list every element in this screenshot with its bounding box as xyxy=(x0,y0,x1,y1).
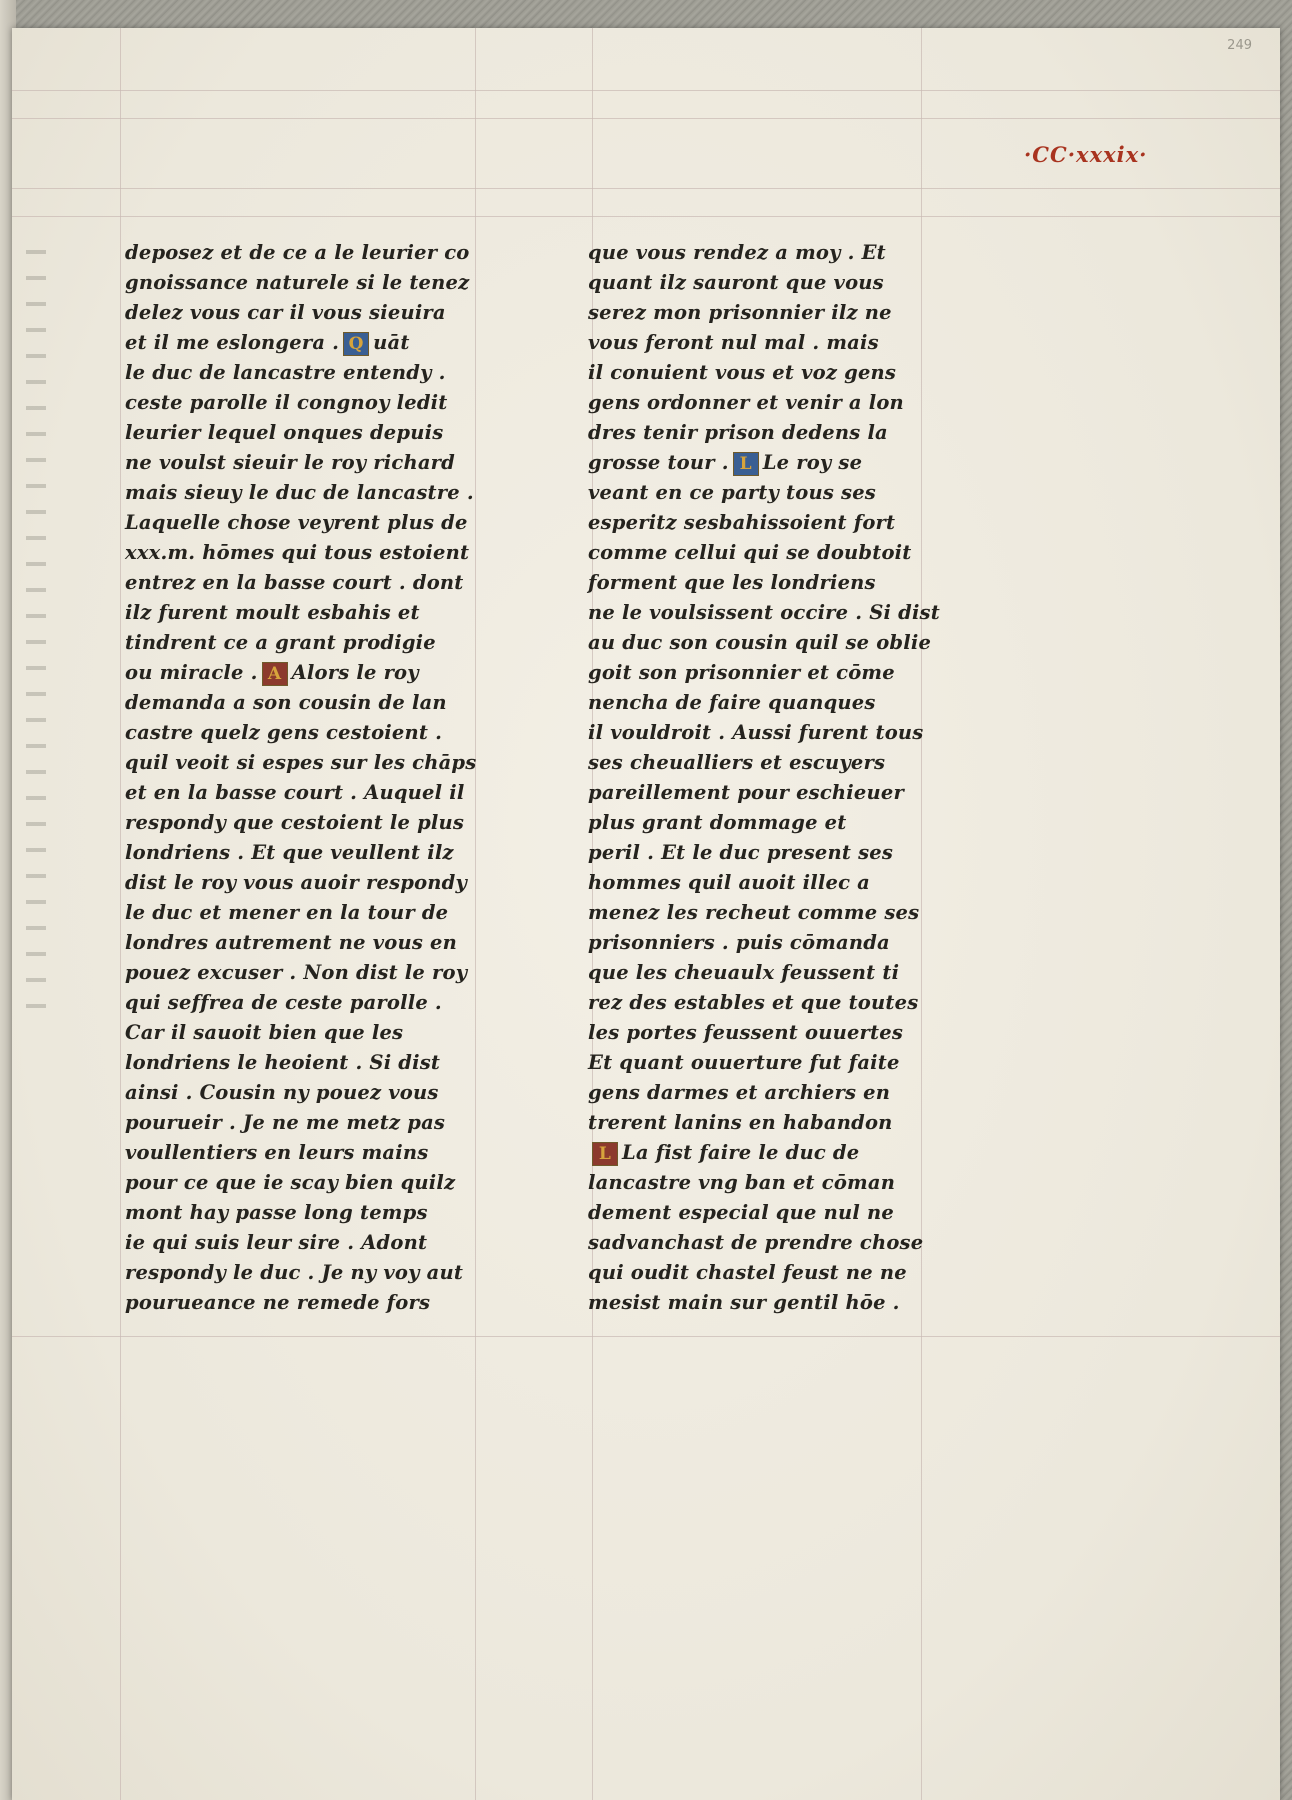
text-line xyxy=(588,328,978,358)
text-line xyxy=(588,598,978,628)
text-segment: La fist faire le duc de xyxy=(622,1141,860,1164)
ruling-line xyxy=(12,216,1280,217)
text-segment: dement especial que nul ne xyxy=(588,1201,894,1224)
illuminated-initial: Q xyxy=(343,332,369,356)
text-line xyxy=(588,838,978,868)
text-line xyxy=(125,688,530,718)
text-line xyxy=(588,568,978,598)
text-line xyxy=(125,538,530,568)
text-segment: le duc de lancastre entendy . xyxy=(125,361,446,384)
illuminated-initial: A xyxy=(262,662,288,686)
text-segment: Alors le roy xyxy=(291,661,419,684)
text-line xyxy=(125,1078,530,1108)
text-line xyxy=(125,658,530,688)
text-segment: ie qui suis leur sire . Adont xyxy=(125,1231,428,1254)
text-segment: qui seffrea de ceste parolle . xyxy=(125,991,442,1014)
text-line xyxy=(588,1228,978,1258)
text-segment: serez mon prisonnier ilz ne xyxy=(588,301,892,324)
text-segment: ne voulst sieuir le roy richard xyxy=(125,451,455,474)
text-segment: tindrent ce a grant prodigie xyxy=(125,631,436,654)
text-segment: pareillement pour eschieuer xyxy=(588,781,904,804)
text-segment: goit son prisonnier et cōme xyxy=(588,661,895,684)
text-segment: ou miracle . xyxy=(125,661,258,684)
text-line xyxy=(125,1138,530,1168)
text-line xyxy=(125,748,530,778)
text-segment: gnoissance naturele si le tenez xyxy=(125,271,470,294)
text-segment: delez vous car il vous sieuira xyxy=(125,301,446,324)
text-segment: veant en ce party tous ses xyxy=(588,481,876,504)
text-segment: que les cheuaulx feussent ti xyxy=(588,961,900,984)
text-line xyxy=(588,298,978,328)
text-line xyxy=(125,898,530,928)
text-line xyxy=(125,808,530,838)
text-line xyxy=(588,1198,978,1228)
text-segment: voullentiers en leurs mains xyxy=(125,1141,429,1164)
text-line xyxy=(125,718,530,748)
text-segment: ses cheualliers et escuyers xyxy=(588,751,886,774)
text-segment: Laquelle chose veyrent plus de xyxy=(125,511,468,534)
text-segment: prisonniers . puis cōmanda xyxy=(588,931,890,954)
text-line xyxy=(588,268,978,298)
text-segment: que vous rendez a moy . Et xyxy=(588,241,886,264)
text-segment: castre quelz gens cestoient . xyxy=(125,721,443,744)
text-segment: deposez et de ce a le leurier co xyxy=(125,241,470,264)
text-segment: menez les recheut comme ses xyxy=(588,901,920,924)
text-line xyxy=(588,1048,978,1078)
text-segment: et en la basse court . Auquel il xyxy=(125,781,465,804)
text-segment: il conuient vous et voz gens xyxy=(588,361,897,384)
text-line xyxy=(125,238,530,268)
text-line xyxy=(588,928,978,958)
text-line xyxy=(588,658,978,688)
text-segment: pour ce que ie scay bien quilz xyxy=(125,1171,456,1194)
text-line xyxy=(125,268,530,298)
text-segment: plus grant dommage et xyxy=(588,811,847,834)
illuminated-initial: L xyxy=(733,452,759,476)
text-line xyxy=(125,928,530,958)
text-segment: ceste parolle il congnoy ledit xyxy=(125,391,448,414)
text-segment: nencha de faire quanques xyxy=(588,691,876,714)
text-segment: mont hay passe long temps xyxy=(125,1201,428,1224)
text-segment: le duc et mener en la tour de xyxy=(125,901,449,924)
text-line xyxy=(125,1168,530,1198)
text-line xyxy=(588,778,978,808)
text-line xyxy=(125,1018,530,1048)
text-segment: trerent lanins en habandon xyxy=(588,1111,893,1134)
text-line xyxy=(588,898,978,928)
text-line xyxy=(588,418,978,448)
text-line xyxy=(588,508,978,538)
text-segment: mais sieuy le duc de lancastre . xyxy=(125,481,474,504)
text-line xyxy=(588,868,978,898)
text-segment: vous feront nul mal . mais xyxy=(588,331,879,354)
text-segment: londres autrement ne vous en xyxy=(125,931,458,954)
text-segment: au duc son cousin quil se oblie xyxy=(588,631,932,654)
text-line xyxy=(125,568,530,598)
text-segment: qui oudit chastel feust ne ne xyxy=(588,1261,907,1284)
text-segment: peril . Et le duc present ses xyxy=(588,841,894,864)
text-line xyxy=(588,1018,978,1048)
text-segment: forment que les londriens xyxy=(588,571,876,594)
text-line xyxy=(125,1228,530,1258)
text-line xyxy=(588,448,978,478)
text-segment: gens ordonner et venir a lon xyxy=(588,391,904,414)
text-segment: Le roy se xyxy=(762,451,863,474)
text-line xyxy=(125,418,530,448)
text-segment: hommes quil auoit illec a xyxy=(588,871,870,894)
text-line xyxy=(588,628,978,658)
text-line xyxy=(588,808,978,838)
ruling-line xyxy=(120,28,121,1800)
folio-number: 249 xyxy=(1227,38,1252,53)
ruling-line xyxy=(12,90,1280,91)
text-segment: quant ilz sauront que vous xyxy=(588,271,884,294)
text-line xyxy=(125,1258,530,1288)
text-line xyxy=(588,988,978,1018)
text-line xyxy=(588,358,978,388)
text-line xyxy=(588,688,978,718)
text-line xyxy=(125,388,530,418)
text-line xyxy=(125,448,530,478)
text-segment: rez des estables et que toutes xyxy=(588,991,919,1014)
text-segment: lancastre vng ban et cōman xyxy=(588,1171,896,1194)
text-segment: xxx.m. hōmes qui tous estoient xyxy=(125,541,470,564)
text-segment: et il me eslongera . xyxy=(125,331,340,354)
text-segment: quil veoit si espes sur les chāps xyxy=(125,751,477,774)
text-segment: pourueance ne remede fors xyxy=(125,1291,431,1314)
text-line xyxy=(125,1108,530,1138)
text-line xyxy=(125,1288,530,1318)
text-segment: mesist main sur gentil hōe . xyxy=(588,1291,900,1314)
text-line xyxy=(588,1288,978,1318)
text-segment: respondy que cestoient le plus xyxy=(125,811,465,834)
text-segment: gens darmes et archiers en xyxy=(588,1081,891,1104)
text-segment: respondy le duc . Je ny voy aut xyxy=(125,1261,464,1284)
text-segment: il vouldroit . Aussi furent tous xyxy=(588,721,924,744)
text-line xyxy=(588,1108,978,1138)
text-line xyxy=(125,868,530,898)
text-segment: leurier lequel onques depuis xyxy=(125,421,444,444)
text-line xyxy=(588,1138,978,1168)
chapter-number-rubric: ·CC·xxxix· xyxy=(1024,142,1148,167)
text-segment: pouez excuser . Non dist le roy xyxy=(125,961,468,984)
text-segment: les portes feussent ouuertes xyxy=(588,1021,904,1044)
text-line xyxy=(125,358,530,388)
text-line xyxy=(588,478,978,508)
right-text-column xyxy=(588,238,978,1318)
text-segment: entrez en la basse court . dont xyxy=(125,571,464,594)
text-line xyxy=(125,988,530,1018)
text-segment: sadvanchast de prendre chose xyxy=(588,1231,924,1254)
text-segment: dres tenir prison dedens la xyxy=(588,421,888,444)
text-segment: ainsi . Cousin ny pouez vous xyxy=(125,1081,439,1104)
text-line xyxy=(125,958,530,988)
text-segment: Car il sauoit bien que les xyxy=(125,1021,404,1044)
text-line xyxy=(588,1078,978,1108)
text-line xyxy=(588,238,978,268)
ruling-line xyxy=(12,118,1280,119)
text-line xyxy=(125,298,530,328)
text-line xyxy=(125,508,530,538)
text-segment: Et quant ouuerture fut faite xyxy=(588,1051,900,1074)
text-line xyxy=(588,718,978,748)
text-segment: londriens le heoient . Si dist xyxy=(125,1051,441,1074)
illuminated-initial: L xyxy=(592,1142,618,1166)
text-segment: londriens . Et que veullent ilz xyxy=(125,841,454,864)
text-line xyxy=(588,748,978,778)
text-line xyxy=(588,958,978,988)
text-line xyxy=(588,1258,978,1288)
text-segment: pourueir . Je ne me metz pas xyxy=(125,1111,446,1134)
text-segment: ilz furent moult esbahis et xyxy=(125,601,420,624)
text-line xyxy=(125,778,530,808)
text-line xyxy=(125,1198,530,1228)
left-text-column xyxy=(125,238,530,1318)
text-line xyxy=(588,1168,978,1198)
text-segment: comme cellui qui se doubtoit xyxy=(588,541,912,564)
text-line xyxy=(125,328,530,358)
ruling-line xyxy=(12,188,1280,189)
text-segment: dist le roy vous auoir respondy xyxy=(125,871,468,894)
text-segment: uāt xyxy=(373,331,410,354)
text-segment: esperitz sesbahissoient fort xyxy=(588,511,896,534)
text-line xyxy=(125,478,530,508)
text-segment: demanda a son cousin de lan xyxy=(125,691,447,714)
text-line xyxy=(125,1048,530,1078)
text-line xyxy=(588,538,978,568)
text-line xyxy=(125,628,530,658)
text-line xyxy=(125,838,530,868)
text-line xyxy=(588,388,978,418)
bleed-through-text xyxy=(26,228,46,1008)
text-line xyxy=(125,598,530,628)
text-segment: ne le voulsissent occire . Si dist xyxy=(588,601,940,624)
text-segment: grosse tour . xyxy=(588,451,729,474)
ruling-line xyxy=(12,1336,1280,1337)
